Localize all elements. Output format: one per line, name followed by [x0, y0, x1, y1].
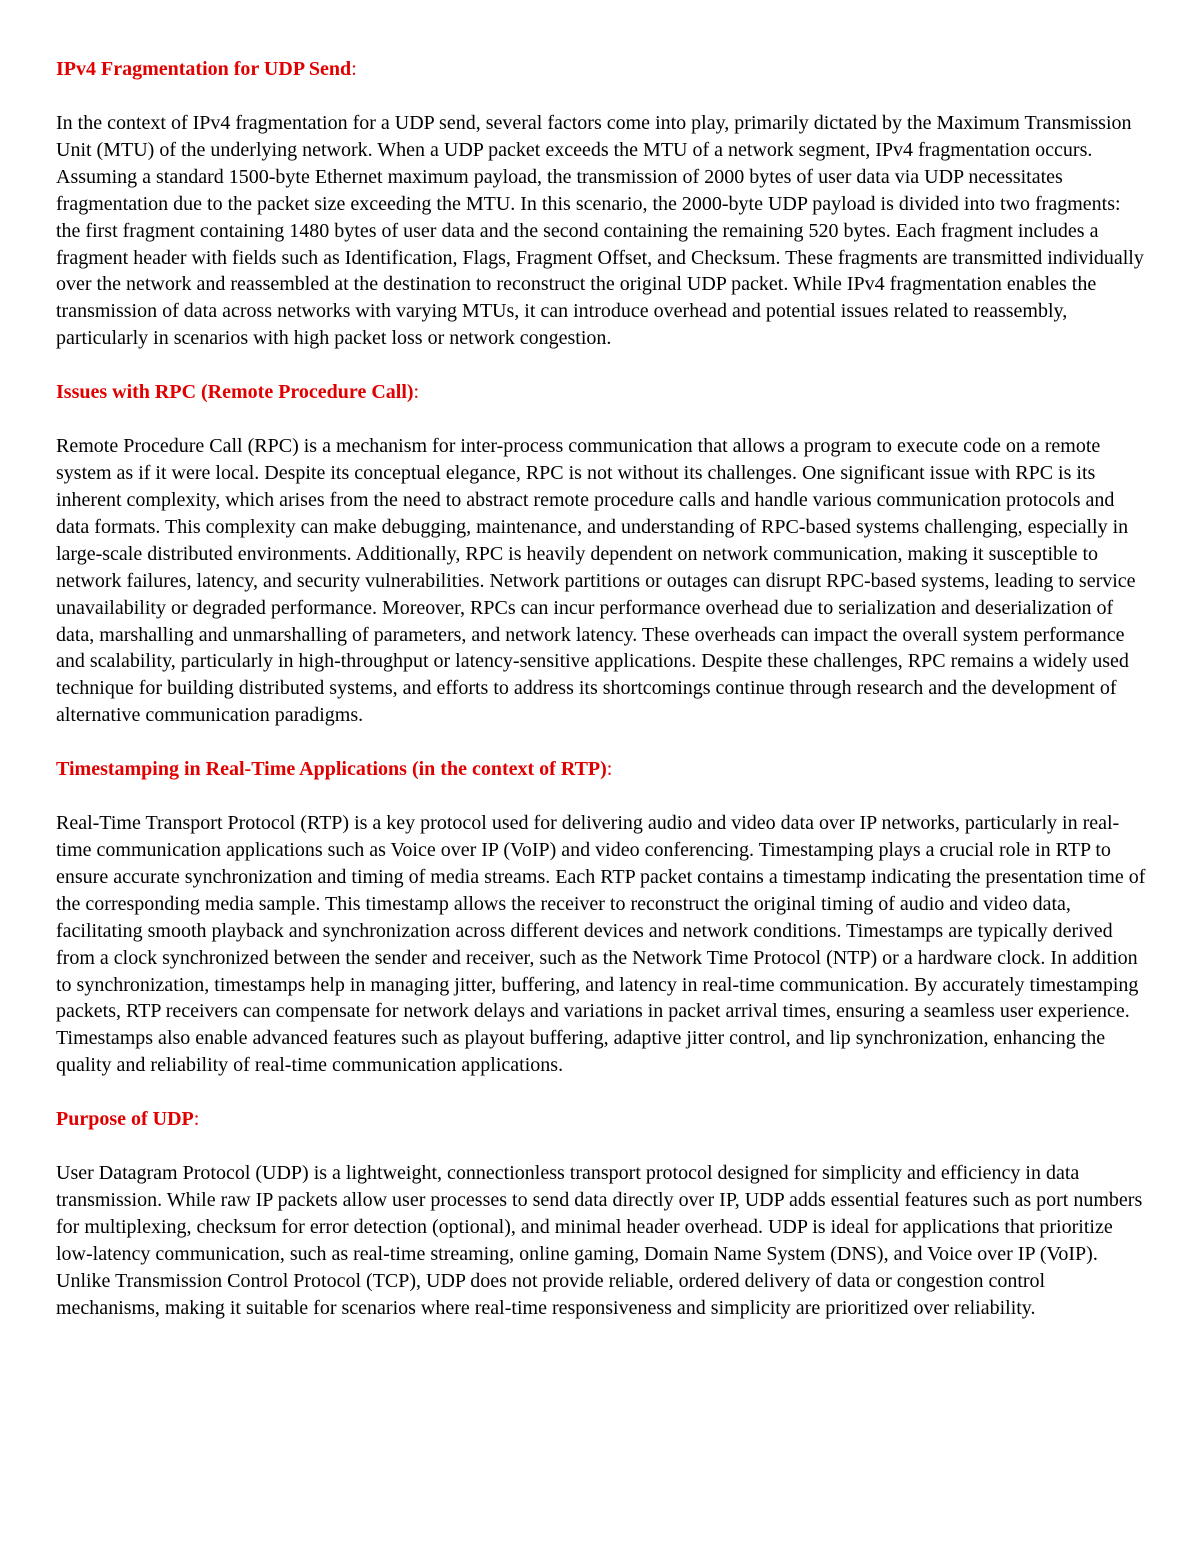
heading-title: Timestamping in Real-Time Applications (in the context of RTP) [56, 758, 607, 781]
paragraph-ipv4-fragmentation: In the context of IPv4 fragmentation for a UDP send, several factors come into play, primarily dictated by the Maximum Transmission Unit (MTU) of the underlying network. When a UDP packet exceeds the MTU of a network segment, IPv4 fragmentation occurs. Assuming a standard 1500-byte Ethernet maximum payload, the transmission of 2000 bytes of user data via UDP necessitates fragmentation due to the packet size exceeding the MTU. In this scenario, the 2000-byte UDP payload is divided into two fragments: the first fragment containing 1480 bytes of user data and the second containing the remaining 520 bytes. Each fragment includes a fragment header with fields such as Identification, Flags, Fragment Offset, and Checksum. These fragments are transmitted individually over the network and reassembled at the destination to reconstruct the original UDP packet. While IPv4 fragmentation enables the transmission of data across networks with varying MTUs, it can introduce overhead and potential issues related to reassembly, particularly in scenarios with high packet loss or network congestion. [56, 112, 1144, 350]
heading-title: Issues with RPC (Remote Procedure Call) [56, 381, 414, 404]
heading-title: Purpose of UDP [56, 1108, 194, 1131]
document-page [56, 56, 1148, 1322]
heading-rtp-timestamping [56, 756, 1148, 783]
paragraph-rtp-timestamping: Real-Time Transport Protocol (RTP) is a key protocol used for delivering audio and video data over IP networks, particularly in real-time communication applications such as Voice over IP (VoIP) and video conferencing. Timestamping plays a crucial role in RTP to ensure accurate synchronization and timing of media streams. Each RTP packet contains a timestamp indicating the presentation time of the corresponding media sample. This timestamp allows the receiver to reconstruct the original timing of audio and video data, facilitating smooth playback and synchronization across different devices and network conditions. Timestamps are typically derived from a clock synchronized between the sender and receiver, such as the Network Time Protocol (NTP) or a hardware clock. In addition to synchronization, timestamps help in managing jitter, buffering, and latency in real-time communication. By accurately timestamping packets, RTP receivers can compensate for network delays and variations in packet arrival times, ensuring a seamless user experience. Timestamps also enable advanced features such as playout buffering, adaptive jitter control, and lip synchronization, enhancing the quality and reliability of real-time communication applications. [56, 812, 1146, 1077]
heading-colon: : [193, 1108, 200, 1131]
heading-title: IPv4 Fragmentation for UDP Send [56, 58, 352, 80]
heading-colon: : [606, 758, 613, 781]
heading-rpc-issues [56, 379, 1148, 406]
heading-colon: : [413, 381, 420, 404]
heading-colon: : [351, 58, 357, 80]
heading-udp-purpose [56, 1106, 1148, 1133]
paragraph-rpc-issues: Remote Procedure Call (RPC) is a mechanism for inter-process communication that allows a program to execute code on a remote system as if it were local. Despite its conceptual elegance, RPC is not without its challenges. One significant issue with RPC is its inherent complexity, which arises from the need to abstract remote procedure calls and handle various communication protocols and data formats. This complexity can make debugging, maintenance, and understanding of RPC-based systems challenging, especially in large-scale distributed environments. Additionally, RPC is heavily dependent on network communication, making it susceptible to network failures, latency, and security vulnerabilities. Network partitions or outages can disrupt RPC-based systems, leading to service unavailability or degraded performance. Moreover, RPCs can incur performance overhead due to serialization and deserialization of data, marshalling and unmarshalling of parameters, and network latency. These overheads can impact the overall system performance and scalability, particularly in high-throughput or latency-sensitive applications. Despite these challenges, RPC remains a widely used technique for building distributed systems, and efforts to address its shortcomings continue through research and the development of alternative communication paradigms. [56, 435, 1136, 727]
paragraph-udp-purpose: User Datagram Protocol (UDP) is a lightweight, connectionless transport protocol designed for simplicity and efficiency in data transmission. While raw IP packets allow user processes to send data directly over IP, UDP adds essential features such as port numbers for multiplexing, checksum for error detection (optional), and minimal header overhead. UDP is ideal for applications that prioritize low-latency communication, such as real-time streaming, online gaming, Domain Name System (DNS), and Voice over IP (VoIP). Unlike Transmission Control Protocol (TCP), UDP does not provide reliable, ordered delivery of data or congestion control mechanisms, making it suitable for scenarios where real-time responsiveness and simplicity are prioritized over reliability. [56, 1162, 1143, 1319]
heading-ipv4-fragmentation [56, 56, 1148, 83]
